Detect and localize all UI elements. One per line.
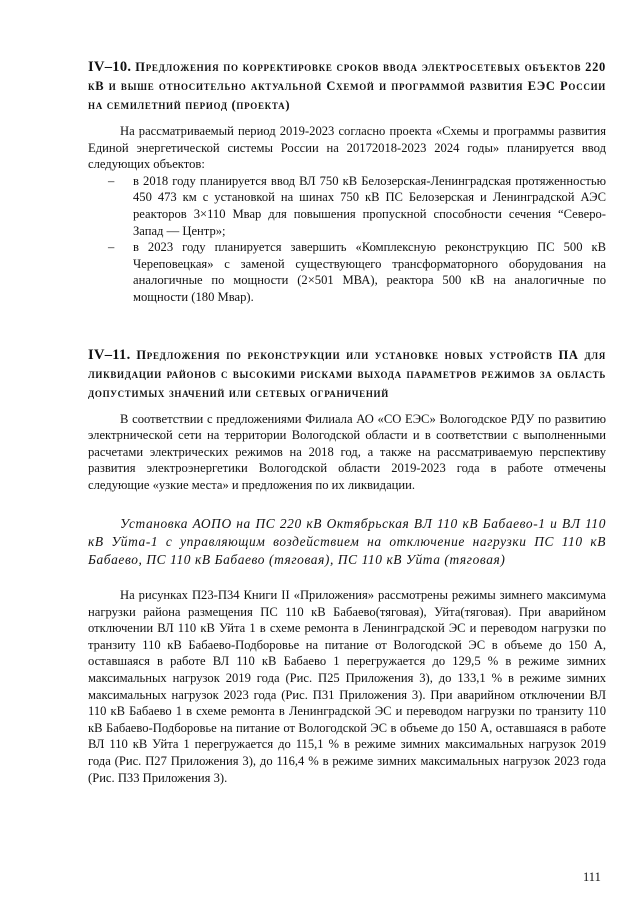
list-item: – в 2023 году планируется завершить «Комплексную реконструкцию ПС 500 кВ Череповецкая» с заменой существующего трансформаторного оборудования на аналогичные по мощности (2×501 МВА), реактора 500 кВ на аналогичные по мощности (180 Мвар). [108,240,606,304]
section-title: Предложения по реконструкции или установке новых устройств ПА для ликвидации районов с высокими рисками выхода параметров режимов за область допустимых значений или сетевых ограничений [88,347,606,400]
measure-subheading: Установка АОПО на ПС 220 кВ Октябрьская ВЛ 110 кВ Бабаево-1 и ВЛ 110 кВ Уйта-1 с управляющим воздействием на отключение нагрузки ПС 110 кВ Бабаево, ПС 110 кВ Бабаево (тяговая), ПС 110 кВ Уйта (тяговая) [88,515,606,567]
section-number: IV–11. [88,346,131,363]
section-number: IV–10. [88,59,132,75]
section-heading-iv10 [88,58,606,115]
section-heading-iv11 [88,346,606,403]
body-paragraph: На рисунках П23-П34 Книги II «Приложения» рассмотрены режимы зимнего максимума нагрузки района размещения ПС 110 кВ Бабаево(тяговая), Уйта(тяговая). При аварийном отключении ВЛ 110 кВ Уйта 1 в схеме ремонта в Ленинградской ЭС и переводом нагрузки по транзиту 110 кВ Бабаево-Подборовье на питание от Вологодской ЭС в объеме до 150 А, оставшаяся в работе ВЛ 110 кВ Бабаево 1 перегружается до 129,5 % в режиме зимних максимальных нагрузок 2019 года (Рис. П25 Приложения 3), до 133,1 % в режиме зимних максимальных нагрузок 2023 года (Рис. П31 Приложения 3). При аварийном отключении ВЛ 110 кВ Бабаево 1 в схеме ремонта в Ленинградской ЭС и переводом нагрузки по транзиту 110 кВ Бабаево-Подборовье на питание от Вологодской ЭС в объеме до 150 А, оставшаяся в работе ВЛ 110 кВ Уйта 1 перегружается до 115,1 % в режиме зимних максимальных нагрузок 2019 года (Рис. П27 Приложения 3), до 116,4 % в режиме зимних максимальных нагрузок 2023 года (Рис. П33 Приложения 3). [88,588,606,785]
section-intro: В соответствии с предложениями Филиала АО «СО ЕЭС» Вологодское РДУ по развитию электрнической сети на территории Вологодской области и в соответствии с выполненными расчетами электрических режимов на 2018 год, а также на рассматриваемую перспективу развития электроэнергетики Вологодской области 2019-2023 года в работе отмечены следующие «узкие места» и предложения по их ликвидации. [88,411,606,492]
bullet-list [88,173,606,306]
list-item: – в 2018 году планируется ввод ВЛ 750 кВ Белозерская-Ленинградская протяженностью 450 473 км с установкой на шинах 750 кВ ПС Белозерская и Ленинградской АЭС реакторов 3×110 Мвар для повышения пропускной способности сечения “Северо-Запад — Центр»; [108,173,606,238]
dash-marker: – [108,173,115,188]
section-intro: На рассматриваемый период 2019-2023 согласно проекта «Схемы и программы развития Единой энергетической системы России на 20172018-2023 2024 годы» планируется ввод следующих объектов: [88,124,606,172]
document-page [88,58,606,786]
section-title: Предложения по корректировке сроков ввода электросетевых объектов 220 кВ и выше относительно актуальной Схемой и программой развития ЕЭС России на семилетний период (проекта) [88,60,606,112]
page-number: 111 [583,870,601,884]
dash-marker: – [108,240,115,255]
